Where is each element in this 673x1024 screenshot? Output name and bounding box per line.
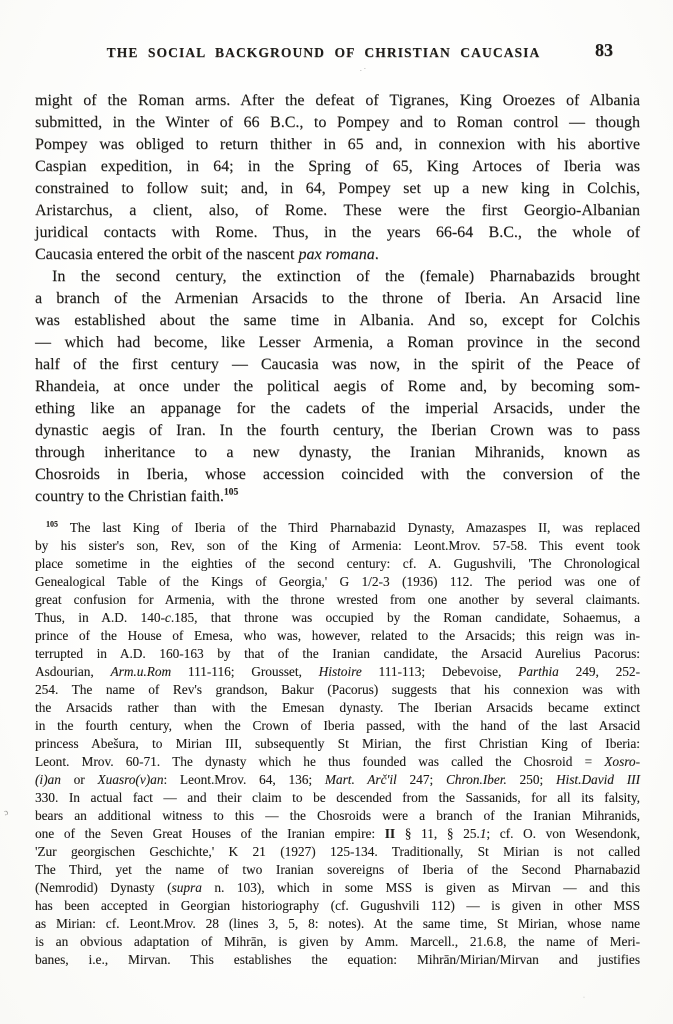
body-line: Caucasia entered the orbit of the nascent pax romana. [35,246,379,263]
body-line: was established about the same time in Albania. And so, except for Colchis [35,312,640,329]
body-line: half of the first century — Caucasia was now, in the spirit of the Peace of [35,356,640,373]
footnote-line: as Mirian: cf. Leont.Mrov. 28 (lines 3, 5, 8: notes). At the same time, St Mirian, whose name [35,916,640,931]
body-line: ething like an appanage for the cadets of the imperial Arsacids, under the [35,400,640,417]
scan-speck: ɔ [2,806,10,818]
footnote-line: by his sister's son, Rev, son of the King of Armenia: Leont.Mrov. 57-58. This event took [35,538,640,553]
footnote-line: bears an additional witness to this — the Chosroids were a branch of the Iranian Mihranids, [35,808,640,823]
footnote-line: Leont. Mrov. 60-71. The dynasty which he thus founded was called the Chosroid = Xosro- [35,754,640,769]
page-title: THE SOCIAL BACKGROUND OF CHRISTIAN CAUCASIA [106,45,541,60]
footnote-line: great confusion for Armenia, with the throne wrested from one another by several claimants. [35,592,640,607]
footnote-line: has been accepted in Georgian historiography (cf. Gugushvili 112) — is given in other MSS [35,898,640,913]
body-line: Aristarchus, a client, also, of Rome. These were the first Georgio-Albanian [35,202,640,219]
body-text [35,90,640,508]
footnote-line: 'Zur georgischen Geschichte,' K 21 (1927) 125-134. Traditionally, St Mirian is not called [35,844,640,859]
footnote-105 [35,519,640,969]
footnote-line: (Nemrodid) Dynasty (supra n. 103), which in some MSS is given as Mirvan — and this [35,880,640,895]
footnote-line: princess Abešura, to Mirian III, subsequently St Mirian, the first Christian King of Iberia: [35,736,640,751]
body-line: — which had become, like Lesser Armenia, a Roman province in the second [35,334,640,351]
footnote-line: the Arsacids rather than with the Emesan dynasty. The Iberian Arsacids became extinct [35,700,640,715]
footnote-line: prince of the House of Emesa, who was, however, related to the Arsacids; this reign was in- [35,628,640,643]
body-line: through inheritance to a new dynasty, the Iranian Mihranids, known as [35,444,640,461]
body-line: country to the Christian faith.$^{105}$ [35,486,239,505]
body-line: dynastic aegis of Iran. In the fourth century, the Iberian Crown was to pass [35,422,640,439]
body-line: a branch of the Armenian Arsacids to the throne of Iberia. An Arsacid line [35,290,640,307]
footnote-line: place sometime in the eighties of the second century: cf. A. Gugushvili, 'The Chronological [35,556,640,571]
page-number: 83 [595,40,613,60]
footnote-line: The Third, yet the name of two Iranian sovereigns of Iberia of the Second Pharnabazid [35,862,640,877]
body-line: Caspian expedition, in 64; in the Spring of 65, King Artoces of Iberia was [35,158,640,175]
footnote-line: Thus, in A.D. 140-c.185, that throne was occupied by the Roman candidate, Sohaemus, a [35,610,640,625]
body-line: constrained to follow suit; and, in 64, Pompey set up a new king in Colchis, [35,180,640,197]
body-line: submitted, in the Winter of 66 B.C., to Pompey and to Roman control — though [35,114,640,131]
footnote-line: is an obvious adaptation of Mihrān, is given by Amm. Marcell., 21.6.8, the name of Meri- [35,934,640,949]
footnote-line: terrupted in A.D. 160-163 by that of the Iranian candidate, the Arsacid Aurelius Pacorus: [35,646,640,661]
body-line: Pompey was obliged to return thither in 65 and, in connexion with his abortive [35,136,640,153]
footnote-line: 254. The name of Rev's grandson, Bakur (Pacorus) suggests that his connexion was with [35,682,640,697]
scan-speck: · [583,995,585,1001]
body-line: might of the Roman arms. After the defeat of Tigranes, King Oroezes of Albania [35,92,640,109]
body-line: Rhandeia, at once under the political aegis of Rome and, by becoming som- [35,378,640,395]
footnote-line: in the fourth century, when the Crown of Iberia passed, with the hand of the last Arsacid [35,718,640,733]
footnote-line: 330. In actual fact — and their claim to be descended from the Sassanids, for all its falsity, [35,790,640,805]
scan-speck: .· [360,65,369,73]
body-line: Chosroids in Iberia, whose accession coincided with the conversion of the [35,466,640,483]
footnote-line: Genealogical Table of the Kings of Georgia,' G 1/2-3 (1936) 112. The period was one of [35,574,640,589]
running-header [35,40,640,65]
footnote-line: one of the Seven Great Houses of the Iranian empire: II § 11, § 25.1; cf. O. von Wesendonk, [35,826,641,841]
footnote-line: Asdourian, Arm.u.Rom 111-116; Grousset, Histoire 111-113; Debevoise, Parthia 249, 252- [35,664,641,679]
footnote-line: banes, i.e., Mirvan. This establishes the equation: Mihrān/Mirian/Mirvan and justifies [35,952,640,967]
body-line: juridical contacts with Rome. Thus, in the years 66-64 B.C., the whole of [35,224,640,241]
body-line: In the second century, the extinction of the (female) Pharnabazids brought [52,268,640,285]
footnote-line: (i)an or Xuasro(v)an: Leont.Mrov. 64, 136; Mart. Arč'il 247; Chron.Iber. 250; Hist.David III [35,772,640,787]
footnote-line: $^{105}$ The last King of Iberia of the Third Pharnabazid Dynasty, Amazaspes II, was replaced [46,519,640,535]
